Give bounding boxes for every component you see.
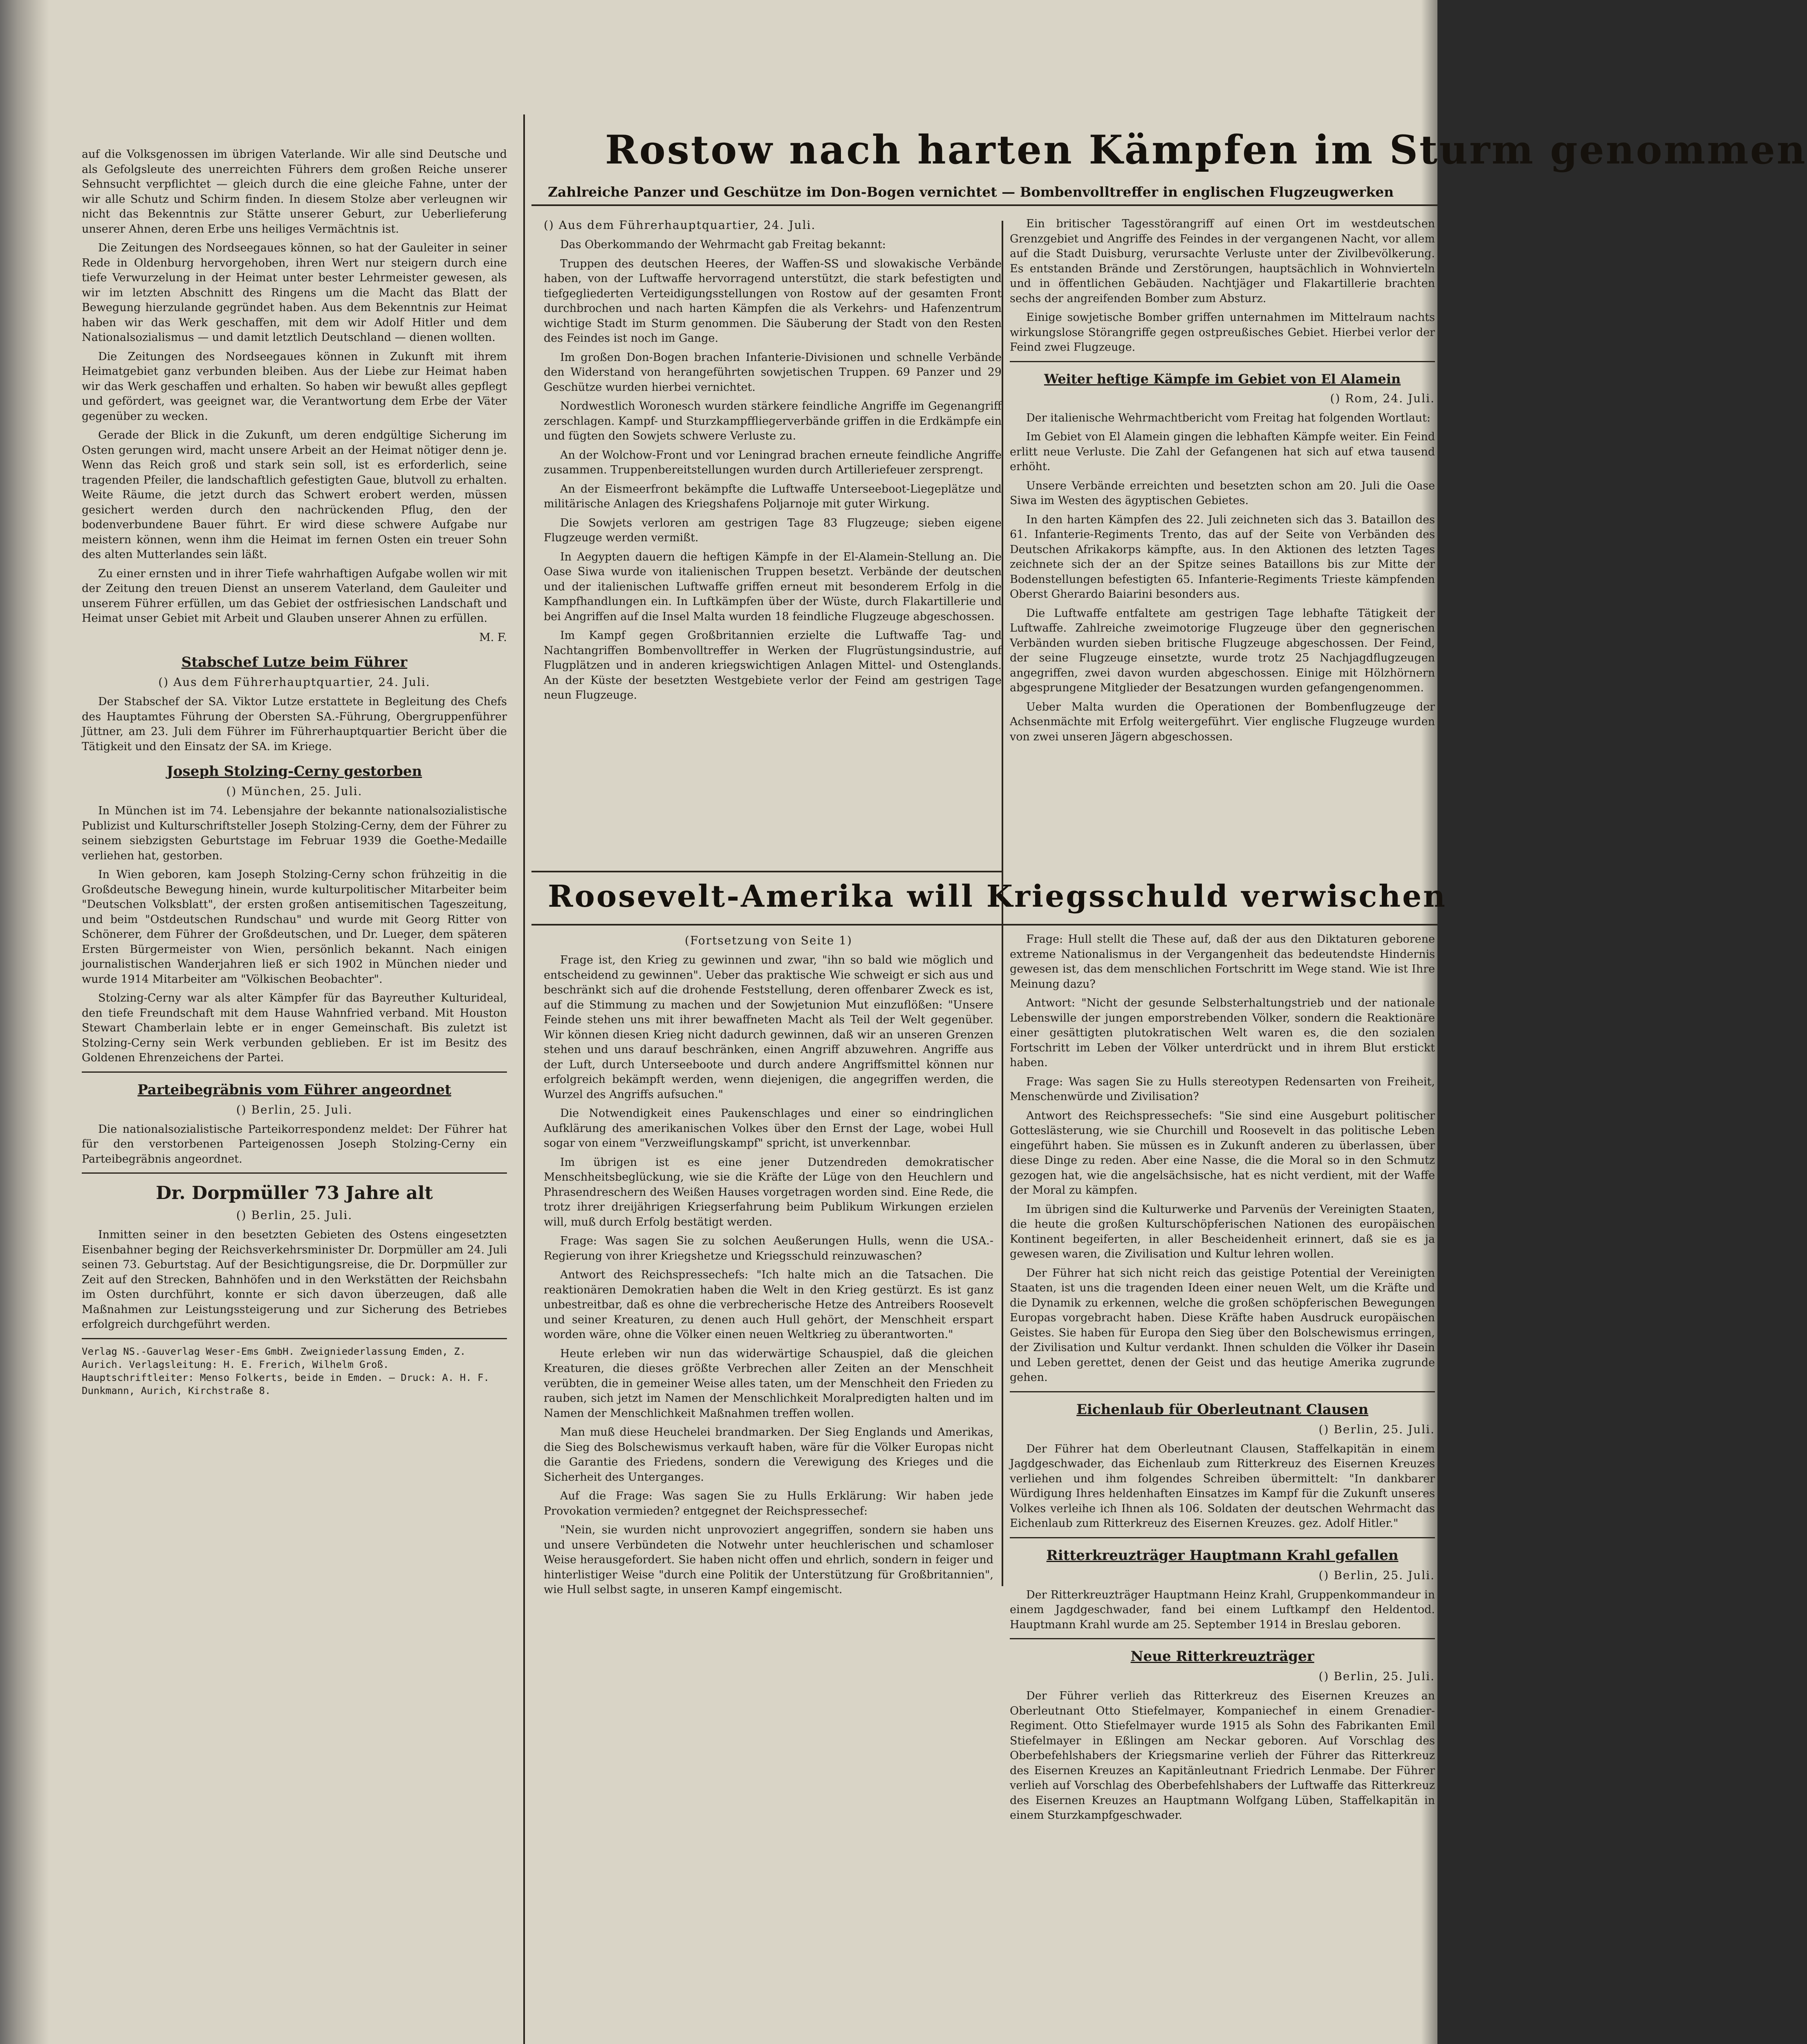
section-divider	[1010, 1537, 1435, 1538]
clausen-headline: Eichenlaub für Oberleutnant Clausen	[1076, 1401, 1369, 1418]
page-binding-edge	[0, 0, 49, 2044]
intro-paragraph: Die Zeitungen des Nordseegaues können in Zukunft mit ihrem Heimatgebiet ganz verbunden bleiben. Aus der Liebe zur Heimat haben wir das Werk geschaffen und erhalten. So haben wir bewußt alles gepflegt und gefördert, was geeignet war, die Verantwortung dem Erbe der Väter gegenüber zu wecken.	[82, 350, 507, 423]
rostow-paragraph: Im Kampf gegen Großbritannien erzielte die Luftwaffe Tag- und Nachtangriffen Bombenvolltreffer in Werken der Flugrüstungsindustrie, auf Flugplätzen und in anderen kriegswichtigen Anlagen Mittel- und Ostenglands. An der Küste der besetzten Westgebiete verlor der Feind am gestrigen Tage neun Flugzeuge.	[544, 629, 1002, 702]
dorpmueller-headline: Dr. Dorpmüller 73 Jahre alt	[156, 1183, 433, 1204]
section-divider	[1010, 1638, 1435, 1639]
right-paragraph: Ein britischer Tagesstörangriff auf einen Ort im westdeutschen Grenzgebiet und Angriffe des Feindes in der vergangenen Nacht, vor allem auf die Stadt Duisburg, verursachte Verluste unter der Zivilbevölkerung. Es entstanden Brände und Zerstörungen, hauptsächlich in Wohnvierteln und in öffentlichen Gebäuden. Nachtjäger und Flakartillerie brachten sechs der angreifenden Bomber zum Absturz.	[1010, 217, 1435, 305]
right-column-upper	[1010, 217, 1435, 867]
roosevelt-rule-bottom	[531, 924, 1437, 926]
krahl-text: Der Ritterkreuzträger Hauptmann Heinz Krahl, Gruppenkommandeur in einem Jagdgeschwader, fand bei einem Luftkampf den Heldentod. Hauptmann Krahl wurde am 25. September 1914 in Breslau geboren.	[1010, 1588, 1435, 1631]
intro-signature: M. F.	[479, 631, 507, 644]
imprint: Verlag NS.-Gauverlag Weser-Ems GmbH. Zweigniederlassung Emden, Z. Aurich. Verlagsleitung: H. E. Frerich, Wilhelm Groß. Hauptschriftleiter: Menso Folkerts, beide in Emden. — Druck: A. H. F. Dunkmann, Aurich, Kirchstraße 8.	[82, 1345, 489, 1396]
roosevelt-continuation: (Fortsetzung von Seite 1)	[685, 934, 852, 947]
roosevelt-article	[544, 932, 993, 2044]
rostow-paragraph: Truppen des deutschen Heeres, der Waffen-SS und slowakische Verbände haben, von der Luftwaffe hervorragend unterstützt, die stark befestigten und tiefgegliederten Verteidigungsstellungen von Rostow auf der gesamten Front durchbrochen und nach harten Kämpfen die als Verkehrs- und Hafenzentrum wichtige Stadt im Sturm genommen. Die Säuberung der Stadt von den Resten des Feindes ist noch im Gange.	[544, 257, 1002, 345]
roosevelt-paragraph: Im übrigen ist es eine jener Dutzendreden demokratischer Menschheitsbeglückung, wie sie die Kräfte der Lüge von den Heuchlern und Phrasendreschern des Weißen Hauses vorgetragen worden sind. Eine Rede, die trotz ihrer dreijährigen Kriegserfahrung beim Publikum Wirkungen erzielen will, muß durch Erfolg bestätigt werden.	[544, 1156, 993, 1228]
neue-headline: Neue Ritterkreuzträger	[1130, 1648, 1314, 1665]
section-divider	[82, 1071, 507, 1073]
begraebnis-dateline: () Berlin, 25. Juli.	[236, 1103, 353, 1116]
rostow-paragraph: An der Eismeerfront bekämpfte die Luftwaffe Unterseeboot-Liegeplätze und militärische Anlagen des Kriegshafens Poljarnoje mit guter Wirkung.	[544, 482, 1002, 510]
section-divider	[82, 1338, 507, 1339]
rostow-paragraph: An der Wolchow-Front und vor Leningrad brachen erneute feindliche Angriffe zusammen. Truppenbereitstellungen wurden durch Artilleriefeuer zersprengt.	[544, 448, 1002, 476]
rostow-paragraph: In Aegypten dauern die heftigen Kämpfe in der El-Alamein-Stellung an. Die Oase Siwa wurde von italienischen Truppen besetzt. Verbände der deutschen und der italienischen Luftwaffe griffen erneut mit besonderem Erfolg in die Kampfhandlungen ein. In Luftkämpfen über der Wüste, durch Flakartillerie und bei Angriffen auf die Insel Malta wurden 18 feindliche Flugzeuge abgeschossen.	[544, 550, 1002, 623]
alamein-paragraph: Unsere Verbände erreichten und besetzten schon am 20. Juli die Oase Siwa im Westen des ägyptischen Gebietes.	[1010, 479, 1435, 507]
roosevelt-headline: Roosevelt-Amerika will Kriegsschuld verwischen	[548, 879, 1447, 914]
roosevelt-paragraph: Frage ist, den Krieg zu gewinnen und zwar, "ihn so bald wie möglich und entscheidend zu gewinnen". Ueber das praktische Wie schweigt er sich aus und beschränkt sich auf die drohende Feststellung, deren offenbarer Zweck es ist, auf die Stimmung zu machen und der Sowjetunion Mut einzuflößen: "Unsere Feinde stehen uns mit ihrer bewaffneten Macht als Teil der Welt gegenüber. Wir können diesen Krieg nicht dadurch gewinnen, daß wir an unseren Grenzen stehen und uns darauf beschränken, einen Angriff abzuwehren. Angriffe aus der Luft, durch Unterseeboote und durch andere Angriffsmittel können nur erfolgreich bekämpft werden, wenn diejenigen, die angegriffen werden, die Wurzel des Angriffs aufsuchen."	[544, 954, 993, 1101]
clausen-dateline: () Berlin, 25. Juli.	[1318, 1422, 1435, 1436]
cerny-paragraph: In München ist im 74. Lebensjahre der bekannte nationalsozialistische Publizist und Kulturschriftsteller Joseph Stolzing-Cerny, dem der Führer zu seinem siebzigsten Geburtstage im Februar 1939 die Goethe-Medaille verliehen hat, gestorben.	[82, 805, 507, 862]
column-rule-left	[523, 114, 525, 2044]
clausen-text: Der Führer hat dem Oberleutnant Clausen, Staffelkapitän in einem Jagdgeschwader, das Eichenlaub zum Ritterkreuz des Eisernen Kreuzes verliehen und ihm folgendes Schreiben übermittelt: "In dankbarer Würdigung Ihres heldenhaften Einsatzes im Kampf für die Zukunft unseres Volkes verleihe ich Ihnen als 106. Soldaten der deutschen Wehrmacht das Eichenlaub zum Ritterkreuz des Eisernen Kreuzes. gez. Adolf Hitler."	[1010, 1442, 1435, 1530]
alamein-dateline: () Rom, 24. Juli.	[1330, 391, 1435, 405]
intro-paragraph: Gerade der Blick in die Zukunft, um deren endgültige Sicherung im Osten gerungen wird, macht unsere Arbeit an der Heimat nötiger denn je. Wenn das Reich groß und stark sein soll, ist es erforderlich, seine tragenden Pfeiler, die landschaftlich gefestigten Gaue, blutvoll zu erhalten. Weite Räume, die jetzt durch das Schwert erobert werden, müssen gesichert werden durch den nachrückenden Pflug, den der bodenverbundene Bauer führt. Er wird diese schwere Aufgabe nur meistern können, wenn ihm die Heimat im fernen Osten ein treuer Sohn des alten Mutterlandes sein läßt.	[82, 429, 507, 561]
roosevelt-cont-paragraph: Frage: Hull stellt die These auf, daß der aus den Diktaturen geborene extreme Nationalismus in der Vergangenheit das bedeutendste Hindernis gewesen ist, das dem menschlichen Fortschritt im Wege stand. Wie ist Ihre Meinung dazu?	[1010, 933, 1435, 991]
alamein-paragraph: Im Gebiet von El Alamein gingen die lebhaften Kämpfe weiter. Ein Feind erlitt neue Verluste. Die Zahl der Gefangenen hat sich auf etwa tausend erhöht.	[1010, 430, 1435, 473]
lutze-text: Der Stabschef der SA. Viktor Lutze erstattete in Begleitung des Chefs des Hauptamtes Führung der Obersten SA.-Führung, Obergruppenführer Jüttner, am 23. Juli dem Führer im Führerhauptquartier Bericht über die Tätigkeit und den Einsatz der SA. im Kriege.	[82, 695, 507, 753]
cerny-paragraph: In Wien geboren, kam Joseph Stolzing-Cerny schon frühzeitig in die Großdeutsche Bewegung hinein, wurde kulturpolitischer Mitarbeiter beim "Deutschen Volksblatt", der ersten großen antisemitischen Tageszeitung, und beim "Ostdeutschen Rundschau" und wurde mit Georg Ritter von Schönerer, dem Führer der Großdeutschen, und Dr. Lueger, dem späteren Ersten Bürgermeister von Wien, persönlich bekannt. Nach einigen journalistischen Wanderjahren ließ er sich 1902 in München nieder und wurde 1914 Mitarbeiter am "Völkischen Beobachter".	[82, 868, 507, 986]
begraebnis-text: Die nationalsozialistische Parteikorrespondenz meldet: Der Führer hat für den verstorbenen Parteigenossen Joseph Stolzing-Cerny ein Parteibegräbnis angeordnet.	[82, 1123, 507, 1165]
neue-text: Der Führer verlieh das Ritterkreuz des Eisernen Kreuzes an Oberleutnant Otto Stiefelmayer, Kompaniechef in einem Grenadier-Regiment. Otto Stiefelmayer wurde 1915 als Sohn des Fabrikanten Emil Stiefelmayer in Eßlingen am Neckar geboren. Auf Vorschlag des Oberbefehlshabers der Kriegsmarine verlieh der Führer das Ritterkreuz des Eisernen Kreuzes an Kapitänleutnant Friedrich Lenmabe. Der Führer verlieh auf Vorschlag des Oberbefehlshabers der Luftwaffe das Ritterkreuz des Eisernen Kreuzes an Hauptmann Wolfgang Lüben, Staffelkapitän in einem Sturzkampfgeschwader.	[1010, 1690, 1435, 1822]
alamein-paragraph: In den harten Kämpfen des 22. Juli zeichneten sich das 3. Bataillon des 61. Infanterie-Regiments Trento, das auf der Seite von Verbänden des Deutschen Afrikakorps kämpfte, aus. In den Aktionen des letzten Tages zeichnete sich der an der Spitze seines Bataillons bis zur Mitte der Bodenstellungen befestigten 65. Infanterie-Regiments Trieste kämpfenden Oberst Gherardo Baiarini besonders aus.	[1010, 513, 1435, 601]
begraebnis-headline: Parteibegräbnis vom Führer angeordnet	[137, 1081, 451, 1098]
main-headline: Rostow nach harten Kämpfen im Sturm genommen	[605, 127, 1807, 173]
section-divider	[1010, 1391, 1435, 1392]
cerny-dateline: () München, 25. Juli.	[226, 784, 363, 798]
roosevelt-paragraph: Auf die Frage: Was sagen Sie zu Hulls Erklärung: Wir haben jede Provokation vermieden? entgegnet der Reichspressechef:	[544, 1490, 993, 1517]
rostow-paragraph: Im großen Don-Bogen brachen Infanterie-Divisionen und schnelle Verbände den Widerstand von herangeführten sowjetischen Truppen. 69 Panzer und 29 Geschütze wurden hierbei vernichtet.	[544, 351, 1002, 394]
dorpmueller-dateline: () Berlin, 25. Juli.	[236, 1208, 353, 1222]
lutze-headline: Stabschef Lutze beim Führer	[181, 654, 408, 670]
intro-paragraph: Zu einer ernsten und in ihrer Tiefe wahrhaftigen Aufgabe wollen wir mit der Zeitung den treuen Dienst an unserem Vaterland, dem Gauleiter und unserem Führer erfüllen, um das Gebiet der ostfriesischen Landschaft und Heimat unser Gebiet mit Arbeit und Glauben unserer Ahnen zu erfüllen.	[82, 567, 507, 625]
alamein-headline: Weiter heftige Kämpfe im Gebiet von El Alamein	[1044, 371, 1401, 387]
rostow-paragraph: Nordwestlich Woronesch wurden stärkere feindliche Angriffe im Gegenangriff zerschlagen. Kampf- und Sturzkampffliegerverbände griffen in die Erdkämpfe ein und fügten den Sowjets schwere Verluste zu.	[544, 400, 1002, 442]
intro-paragraph: Die Zeitungen des Nordseegaues können, so hat der Gauleiter in seiner Rede in Oldenburg hervorgehoben, ihren Wert nur steigern durch eine tiefe Verwurzelung in der Heimat unter bester Lehrmeister gewesen, als wir im letzten Abschnitt des Ringens um die Macht das Blatt der Bewegung hierzulande gegründet haben. Aus dem Bekenntnis zur Heimat haben wir das Werk geschaffen, mit dem wir Adolf Hitler und dem Nationalsozialismus — und damit letztlich Deutschland — dienen wollten.	[82, 242, 507, 344]
krahl-dateline: () Berlin, 25. Juli.	[1318, 1568, 1435, 1582]
right-column-lower	[1010, 932, 1435, 2044]
roosevelt-paragraph: Heute erleben wir nun das widerwärtige Schauspiel, daß die gleichen Kreaturen, die dieses größte Verbrechen aller Zeiten an der Menschheit verübten, die in gemeiner Weise alles taten, um der Menschheit den Frieden zu rauben, sich jetzt im Namen der Menschlichkeit Moralpredigten halten und im Namen der Menschlichkeit Maßnahmen treffen wollen.	[544, 1347, 993, 1420]
roosevelt-paragraph: Antwort des Reichspressechefs: "Ich halte mich an die Tatsachen. Die reaktionären Demokratien haben die Welt in den Krieg gestürzt. Es ist ganz unbestreitbar, daß es ohne die verbrecherische Hetze des Antreibers Roosevelt und seiner Kreaturen, zu denen auch Hull gehört, der Menschheit erspart worden wäre, ohne die Völker einen neuen Weltkrieg zu überantworten."	[544, 1269, 993, 1341]
section-divider	[82, 1172, 507, 1174]
alamein-paragraph: Ueber Malta wurden die Operationen der Bombenflugzeuge der Achsenmächte mit Erfolg weitergeführt. Vier englische Flugzeuge wurden von zwei unseren Jägern abgeschossen.	[1010, 700, 1435, 743]
roosevelt-paragraph: Man muß diese Heuchelei brandmarken. Der Sieg Englands und Amerikas, die Sieg des Bolschewismus verkauft haben, wäre für die Völker Europas nicht die Garantie des Friedens, sondern die Verewigung des Krieges und die Sicherheit des Unterganges.	[544, 1426, 993, 1484]
roosevelt-cont-paragraph: Antwort des Reichspressechefs: "Sie sind eine Ausgeburt politischer Gotteslästerung, wie sie Churchill und Roosevelt in das politische Leben eingeführt haben. Sie müssen es in Zukunft anderen zu überlassen, über diese Dinge zu reden. Aber eine Nasse, die die Moral so in den Schmutz gezogen hat, wie die angelsächsische, hat es nicht verdient, mit der Waffe der Moral zu kämpfen.	[1010, 1109, 1435, 1197]
cerny-paragraph: Stolzing-Cerny war als alter Kämpfer für das Bayreuther Kulturideal, den tiefe Freundschaft mit dem Hause Wahnfried verband. Mit Houston Stewart Chamberlain lebte er in enger Gemeinschaft. Bis zuletzt ist Stolzing-Cerny sein Werk verbunden geblieben. Er ist im Besitz des Goldenen Ehrenzeichens der Partei.	[82, 992, 507, 1064]
rostow-dateline: () Aus dem Führerhauptquartier, 24. Juli.	[544, 218, 816, 232]
right-paragraph: Einige sowjetische Bomber griffen unternahmen im Mittelraum nachts wirkungslose Störangriffe gegen ostpreußisches Gebiet. Hierbei verlor der Feind zwei Flugzeuge.	[1010, 311, 1435, 354]
roosevelt-paragraph: "Nein, sie wurden nicht unprovoziert angegriffen, sondern sie haben uns und unsere Verbündeten die Notwehr unter heuchlerischen und schamloser Weise herausgefordert. Sie haben nicht offen und ehrlich, sondern in feiger und hinterlistiger Weise "durch eine Politik der Unterstützung für Großbritannien", wie Hull selbst sagte, in unseren Kampf eingemischt.	[544, 1524, 993, 1596]
headline-rule	[531, 204, 1437, 206]
rostow-paragraph: Die Sowjets verloren am gestrigen Tage 83 Flugzeuge; sieben eigene Flugzeuge werden vermißt.	[544, 516, 1002, 544]
rostow-paragraph: Das Oberkommando der Wehrmacht gab Freitag bekannt:	[560, 238, 886, 251]
krahl-headline: Ritterkreuzträger Hauptmann Krahl gefallen	[1046, 1547, 1399, 1564]
roosevelt-cont-paragraph: Im übrigen sind die Kulturwerke und Parvenüs der Vereinigten Staaten, die heute die großen Kulturschöpferischen Nationen des europäischen Kontinent begeiferten, in aller Bescheidenheit erinnert, daß sie es ja gewesen waren, die Zivilisation und Kultur lehren wollen.	[1010, 1203, 1435, 1260]
lutze-dateline: () Aus dem Führerhauptquartier, 24. Juli.	[158, 675, 430, 689]
neue-dateline: () Berlin, 25. Juli.	[1318, 1670, 1435, 1683]
dorpmueller-text: Inmitten seiner in den besetzten Gebieten des Ostens eingesetzten Eisenbahner beging der Reichsverkehrsminister Dr. Dorpmüller am 24. Juli seinen 73. Geburtstag. Auf der Besichtigungsreise, die Dr. Dorpmüller zur Zeit auf den Strecken, Bahnhöfen und in den Werkstätten der Reichsbahn im Osten durchführt, konnte er sich davon überzeugen, daß alle Maßnahmen zur Leistungssteigerung und zur Sicherung des Betriebes erfolgreich durchgeführt werden.	[82, 1228, 507, 1331]
left-column	[82, 147, 507, 2044]
roosevelt-cont-paragraph: Antwort: "Nicht der gesunde Selbsterhaltungstrieb und der nationale Lebenswille der jungen emporstrebenden Völker, sondern die Reaktionäre einer gesättigten plutokratischen Welt waren es, die den sozialen Fortschritt im Leben der Völker unterdrückt und in ihrem Blut erstickt haben.	[1010, 997, 1435, 1069]
roosevelt-rule	[531, 871, 1002, 872]
alamein-paragraph: Der italienische Wehrmachtbericht vom Freitag hat folgenden Wortlaut:	[1026, 411, 1430, 424]
roosevelt-paragraph: Die Notwendigkeit eines Paukenschlages und einer so eindringlichen Aufklärung des amerikanischen Volkes über den Ernst der Lage, wobei Hull sogar von einem "Verzweiflungskampf" spricht, ist unverkennbar.	[544, 1107, 993, 1150]
roosevelt-cont-paragraph: Der Führer hat sich nicht reich das geistige Potential der Vereinigten Staaten, ist uns die tragenden Ideen einer neuen Welt, um die Kräfte und die Dynamik zu erkennen, welche die großen schöpferischen Bewegungen Europas vorgebracht haben. Diese Kräfte haben Ausdruck europäischen Geistes. Sie haben für Europa den Sieg über den Bolschewismus erringen, der Zivilisation und Kultur verdankt. Ihnen schulden die Völker ihr Dasein und Leben gerettet, denen der Geist und das heutige Amerika zugrunde gehen.	[1010, 1266, 1435, 1384]
roosevelt-cont-paragraph: Frage: Was sagen Sie zu Hulls stereotypen Redensarten von Freiheit, Menschenwürde und Zivilisation?	[1010, 1075, 1435, 1103]
cerny-headline: Joseph Stolzing-Cerny gestorben	[166, 763, 422, 780]
section-divider	[1010, 361, 1435, 362]
intro-paragraph: auf die Volksgenossen im übrigen Vaterlande. Wir alle sind Deutsche und als Gefolgsleute des unerreichten Führers dem großen Reiche unserer Sehnsucht verpflichtet — gleich durch die eine gleiche Fahne, unter der wir alle Schutz und Schirm finden. In diesem Stolze aber verleugnen wir nicht das Bekenntnis zur Stätte unserer Geburt, zur Ueberlieferung unserer Ahnen, deren Erbe uns heiliges Vermächtnis ist.	[82, 148, 507, 235]
alamein-paragraph: Die Luftwaffe entfaltete am gestrigen Tage lebhafte Tätigkeit der Luftwaffe. Zahlreiche zweimotorige Flugzeuge über den gegnerischen Verbänden wurden sieben britische Flugzeuge abgeschossen. Der Feind, der seine Flugzeuge einsetzte, wurde trotz 25 Nachjagdflugzeugen angegriffen, zwei davon wurden abgeschossen. Einige mit Hölzhörnern abgesprungene Mitglieder der Besatzungen wurden gefangengenommen.	[1010, 607, 1435, 694]
roosevelt-paragraph: Frage: Was sagen Sie zu solchen Aeußerungen Hulls, wenn die USA.-Regierung von ihrer Kriegshetze und Kriegsschuld reinzuwaschen?	[544, 1235, 993, 1262]
main-subheadline: Zahlreiche Panzer und Geschütze im Don-Bogen vernichtet — Bombenvolltreffer in englischen Flugzeugwerken	[548, 184, 1394, 200]
